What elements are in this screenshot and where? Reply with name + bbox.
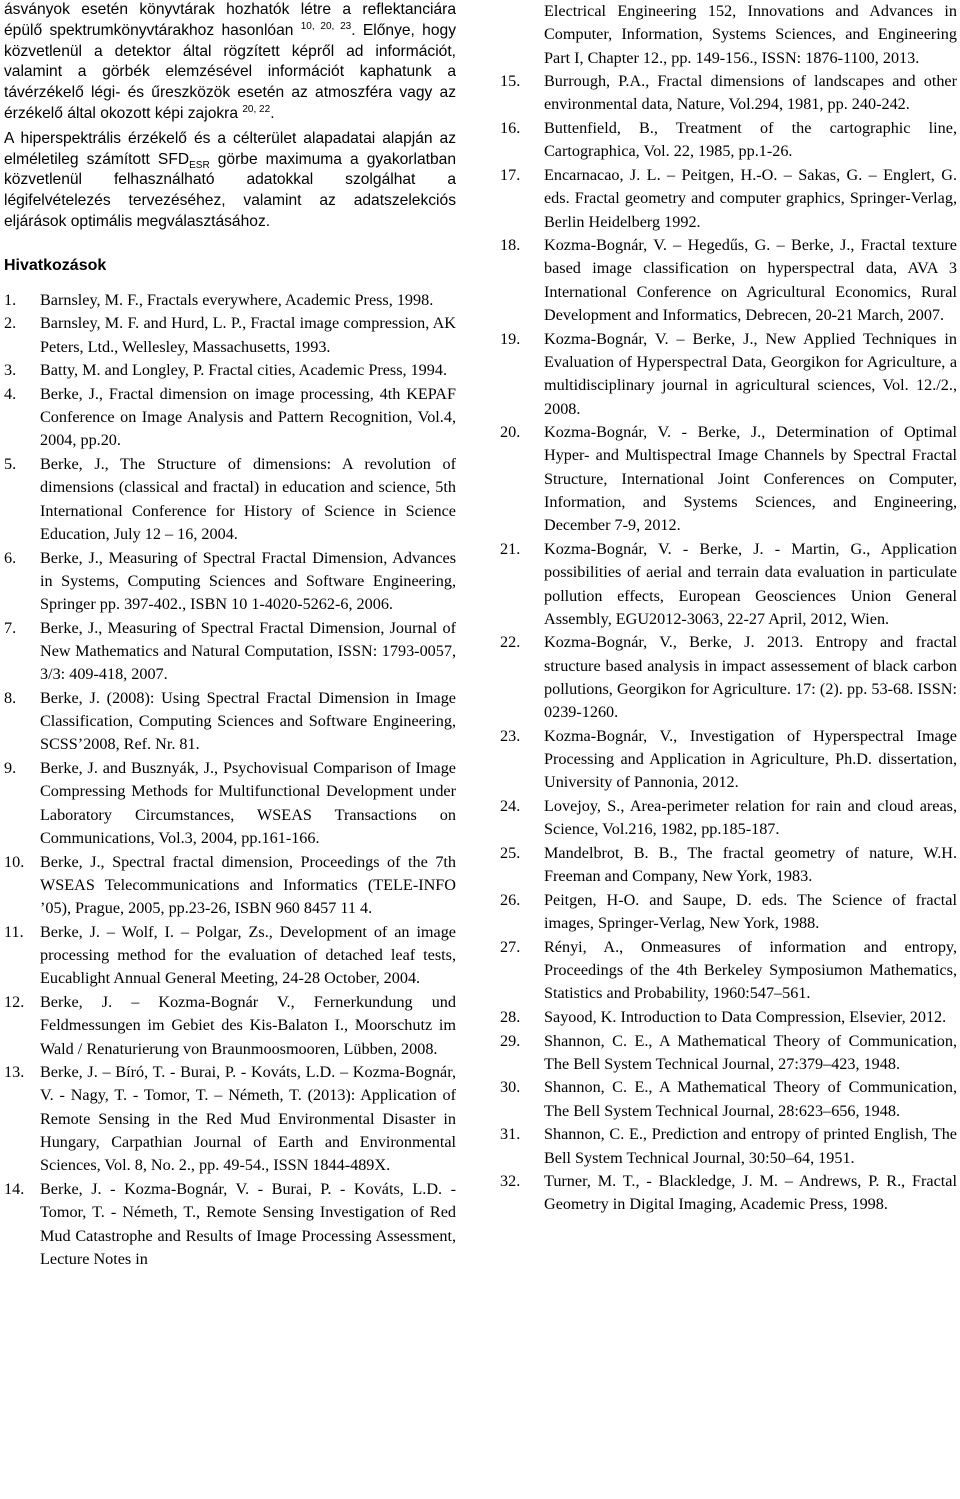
reference-number: 11. [4, 922, 24, 941]
reference-text: Shannon, C. E., A Mathematical Theory of Communication, The Bell System Technical Journal, 27:379–423, 1948. [544, 1031, 957, 1073]
reference-number: 2. [4, 314, 17, 333]
reference-text: Berke, J. – Bíró, T. - Burai, P. - Kováts, L.D. – Kozma-Bognár, V. - Nagy, T. - Tomor, T. – Németh, T. (2013): Application of Remote Sensing in the Red Mud Environmental Disaster in Hungary, Carpathian Journal of Earth and Environmental Sciences, Vol. 8, No. 2., pp. 49-54., ISSN 1844-489X. [40, 1063, 456, 1175]
reference-number: 28. [500, 1007, 521, 1026]
reference-item [500, 1170, 957, 1217]
reference-item [500, 889, 957, 936]
right-column [500, 0, 957, 1217]
reference-number: 20. [500, 423, 521, 442]
reference-number: 13. [4, 1063, 25, 1082]
reference-text: Electrical Engineering 152, Innovations and Advances in Computer, Information, Systems Sciences, and Engineering Part I, Chapter 12., pp. 149-156., ISSN: 1876-1100, 2013. [544, 2, 957, 67]
reference-text: Kozma-Bognár, V., Berke, J. 2013. Entropy and fractal structure based analysis in impact assessement of black carbon pollutions, Georgikon for Agriculture. 17: (2). pp. 53-68. ISSN: 0239-1260. [544, 633, 957, 722]
reference-number: 15. [500, 72, 521, 91]
reference-text: Peitgen, H-O. and Saupe, D. eds. The Science of fractal images, Springer-Verlag, New York, 1988. [544, 890, 957, 933]
reference-text: Barnsley, M. F. and Hurd, L. P., Fractal image compression, AK Peters, Ltd., Wellesley, Massachusetts, 1993. [40, 314, 456, 356]
reference-text: Kozma-Bognár, V. – Berke, J., New Applied Techniques in Evaluation of Hyperspectral Data, Georgikon for Agriculture, a multidisciplinary journal in agricultural sciences, Vol. 12./2., 2008. [544, 329, 957, 418]
reference-item [500, 164, 957, 234]
reference-item [4, 547, 456, 617]
reference-number: 10. [4, 852, 25, 871]
reference-text: Berke, J., Fractal dimension on image processing, 4th KEPAF Conference on Image Analysis and Pattern Recognition, Vol.4, 2004, pp.20. [40, 384, 456, 450]
citation-superscript: 10, 20, 23 [300, 20, 352, 32]
left-column [4, 0, 456, 1271]
reference-text: Kozma-Bognár, V., Investigation of Hyperspectral Image Processing and Application in Agriculture, Ph.D. dissertation, University of Pannonia, 2012. [544, 726, 957, 792]
reference-item [4, 1061, 456, 1177]
reference-item [4, 289, 456, 312]
reference-text: Turner, M. T., - Blackledge, J. M. – Andrews, P. R., Fractal Geometry in Digital Imaging, Academic Press, 1998. [544, 1172, 957, 1214]
reference-number: 26. [500, 890, 521, 909]
reference-number: 1. [4, 290, 17, 309]
reference-list-right [500, 0, 957, 1217]
reference-number: 6. [4, 548, 17, 567]
intro-paragraph-1 [4, 0, 456, 125]
intro-text: görbe maximuma a gyakorlatban közvetlenül felhasználható adatokkal szolgálhat a légifelvételezés tervezéséhez, valamint az adatszelekciós eljárások optimális megválasztásához. [4, 150, 456, 230]
reference-item [4, 1178, 456, 1271]
reference-item [500, 936, 957, 1006]
reference-item [500, 1006, 957, 1029]
reference-item [500, 234, 957, 327]
reference-item [500, 725, 957, 795]
reference-item [500, 538, 957, 631]
intro-text: . Előnye, hogy közvetlenül a detektor által rögzített képről ad információt, valamint a görbék elemzésével információt kaphatunk a távérzékelő légi- és űreszközök esetén az atmoszféra vagy az érzékelő által okozott képi zajokra [4, 21, 456, 122]
reference-text: Berke, J., The Structure of dimensions: A revolution of dimensions (classical and fractal) in education and science, 5th International Conference for History of Science in Science Education, July 12 – 16, 2004. [40, 455, 456, 543]
intro-paragraph-2 [4, 129, 456, 233]
reference-number: 30. [500, 1078, 521, 1097]
reference-number: 23. [500, 726, 521, 745]
reference-item [4, 383, 456, 453]
reference-number: 7. [4, 618, 17, 637]
reference-item [4, 687, 456, 757]
reference-text: Berke, J., Spectral fractal dimension, Proceedings of the 7th WSEAS Telecommunications and Informatics (TELE-INFO ’05), Prague, 2005, pp.23-26, ISBN 960 8457 11 4. [40, 852, 456, 918]
reference-item [4, 359, 456, 382]
reference-number: 27. [500, 937, 521, 956]
reference-text: Lovejoy, S., Area-perimeter relation for rain and cloud areas, Science, Vol.216, 1982, pp.185-187. [544, 797, 957, 839]
reference-item [500, 70, 957, 117]
intro-text: A hiperspektrális érzékelő és a célterület alapadatai alapján az elméletileg számított SFD [4, 129, 456, 168]
reference-text: Burrough, P.A., Fractal dimensions of landscapes and other environmental data, Nature, Vol.294, 1981, pp. 240-242. [544, 72, 957, 114]
references-heading: Hivatkozások [4, 256, 107, 274]
reference-item [4, 312, 456, 359]
reference-number: 5. [4, 455, 17, 474]
reference-item [500, 631, 957, 724]
reference-text: Barnsley, M. F., Fractals everywhere, Academic Press, 1998. [40, 290, 434, 309]
reference-number: 22. [500, 633, 521, 652]
reference-item [4, 991, 456, 1061]
reference-text: Kozma-Bognár, V. - Berke, J. - Martin, G., Application possibilities of aerial and terrain data evaluation in particulate pollution effects, European Geosciences Union General Assembly, EGU2012-3063, 22-27 April, 2012, Wien. [544, 539, 957, 628]
reference-number: 9. [4, 759, 17, 778]
reference-item [4, 617, 456, 687]
reference-number: 14. [4, 1179, 25, 1198]
reference-item [500, 842, 957, 889]
reference-text: Berke, J. – Kozma-Bognár V., Fernerkundung und Feldmessungen im Gebiet des Kis-Balaton I., Moorschutz im Wald / Renaturierung von Braunmoosmooren, Lübben, 2008. [40, 992, 456, 1058]
reference-item [500, 795, 957, 842]
reference-number: 18. [500, 236, 521, 255]
reference-text: Shannon, C. E., A Mathematical Theory of Communication, The Bell System Technical Journal, 28:623–656, 1948. [544, 1078, 957, 1120]
reference-item [500, 1030, 957, 1077]
reference-item [500, 0, 957, 70]
reference-text: Kozma-Bognár, V. - Berke, J., Determination of Optimal Hyper- and Multispectral Image Channels by Spectral Fractal Structure, International Joint Conferences on Computer, Information, and Systems Sciences, and Engineering, December 7-9, 2012. [544, 423, 957, 535]
reference-number: 32. [500, 1172, 521, 1191]
reference-text: Sayood, K. Introduction to Data Compression, Elsevier, 2012. [544, 1007, 947, 1026]
reference-item [500, 328, 957, 421]
reference-item [4, 851, 456, 921]
reference-text: Berke, J. (2008): Using Spectral Fractal Dimension in Image Classification, Computing Sciences and Software Engineering, SCSS’2008, Ref. Nr. 81. [40, 688, 456, 754]
reference-number: 29. [500, 1031, 521, 1050]
reference-number: 24. [500, 797, 521, 816]
reference-text: Berke, J., Measuring of Spectral Fractal Dimension, Journal of New Mathematics and Natural Computation, ISSN: 1793-0057, 3/3: 409-418, 2007. [40, 618, 456, 684]
reference-item [4, 921, 456, 991]
reference-item [500, 421, 957, 537]
intro-text: . [270, 104, 275, 122]
reference-text: Berke, J. - Kozma-Bognár, V. - Burai, P. - Kováts, L.D. - Tomor, T. - Németh, T., Remote Sensing Investigation of Red Mud Catastrophe and Results of Image Processing Assessment, Lecture Notes in [40, 1179, 456, 1268]
citation-superscript: 20, 22 [242, 103, 271, 115]
reference-number: 16. [500, 119, 521, 138]
reference-item [500, 1076, 957, 1123]
reference-text: Buttenfield, B., Treatment of the cartographic line, Cartographica, Vol. 22, 1985, pp.1-26. [544, 119, 957, 161]
reference-item [4, 453, 456, 546]
intro-text: ásványok esetén könyvtárak hozhatók létre a reflektanciára épülő spektrumkönyvtárakhoz hasonlóan [4, 1, 456, 39]
reference-number: 3. [4, 361, 17, 380]
reference-number: 17. [500, 165, 521, 184]
subscript: ESR [189, 159, 210, 171]
reference-item [500, 117, 957, 164]
reference-list-left [4, 289, 456, 1271]
reference-number: 21. [500, 539, 521, 558]
reference-number: 4. [4, 384, 17, 403]
reference-text: Batty, M. and Longley, P. Fractal cities, Academic Press, 1994. [40, 361, 448, 380]
reference-item [4, 757, 456, 850]
reference-text: Berke, J. – Wolf, I. – Polgar, Zs., Development of an image processing method for the evaluation of detached leaf tests, Eucablight Annual General Meeting, 24-28 October, 2004. [40, 922, 456, 988]
reference-text: Rényi, A., Onmeasures of information and entropy, Proceedings of the 4th Berkeley Symposiumon Mathematics, Statistics and Probability, 1960:547–561. [544, 937, 957, 1003]
reference-item [500, 1123, 957, 1170]
reference-number: 8. [4, 688, 17, 707]
reference-number: 19. [500, 329, 521, 348]
reference-number: 12. [4, 992, 25, 1011]
reference-text: Berke, J. and Busznyák, J., Psychovisual Comparison of Image Compressing Methods for Multifunctional Development under Laboratory Circumstances, WSEAS Transactions on Communications, Vol.3, 2004, pp.161-166. [40, 759, 456, 847]
reference-text: Mandelbrot, B. B., The fractal geometry of nature, W.H. Freeman and Company, New York, 1983. [544, 843, 957, 886]
reference-number: 31. [500, 1125, 521, 1144]
reference-text: Encarnacao, J. L. – Peitgen, H.-O. – Sakas, G. – Englert, G. eds. Fractal geometry and computer graphics, Springer-Verlag, Berlin Heidelberg 1992. [544, 165, 957, 231]
reference-text: Shannon, C. E., Prediction and entropy of printed English, The Bell System Technical Journal, 30:50–64, 1951. [544, 1125, 957, 1167]
reference-number: 25. [500, 843, 521, 862]
reference-text: Kozma-Bognár, V. – Hegedűs, G. – Berke, J., Fractal texture based image classification on hyperspectral data, AVA 3 International Conference on Agricultural Economics, Rural Development and Informatics, Debrecen, 20-21 March, 2007. [544, 236, 957, 325]
reference-text: Berke, J., Measuring of Spectral Fractal Dimension, Advances in Systems, Computing Sciences and Software Engineering, Springer pp. 397-402., ISBN 10 1-4020-5262-6, 2006. [40, 548, 456, 614]
